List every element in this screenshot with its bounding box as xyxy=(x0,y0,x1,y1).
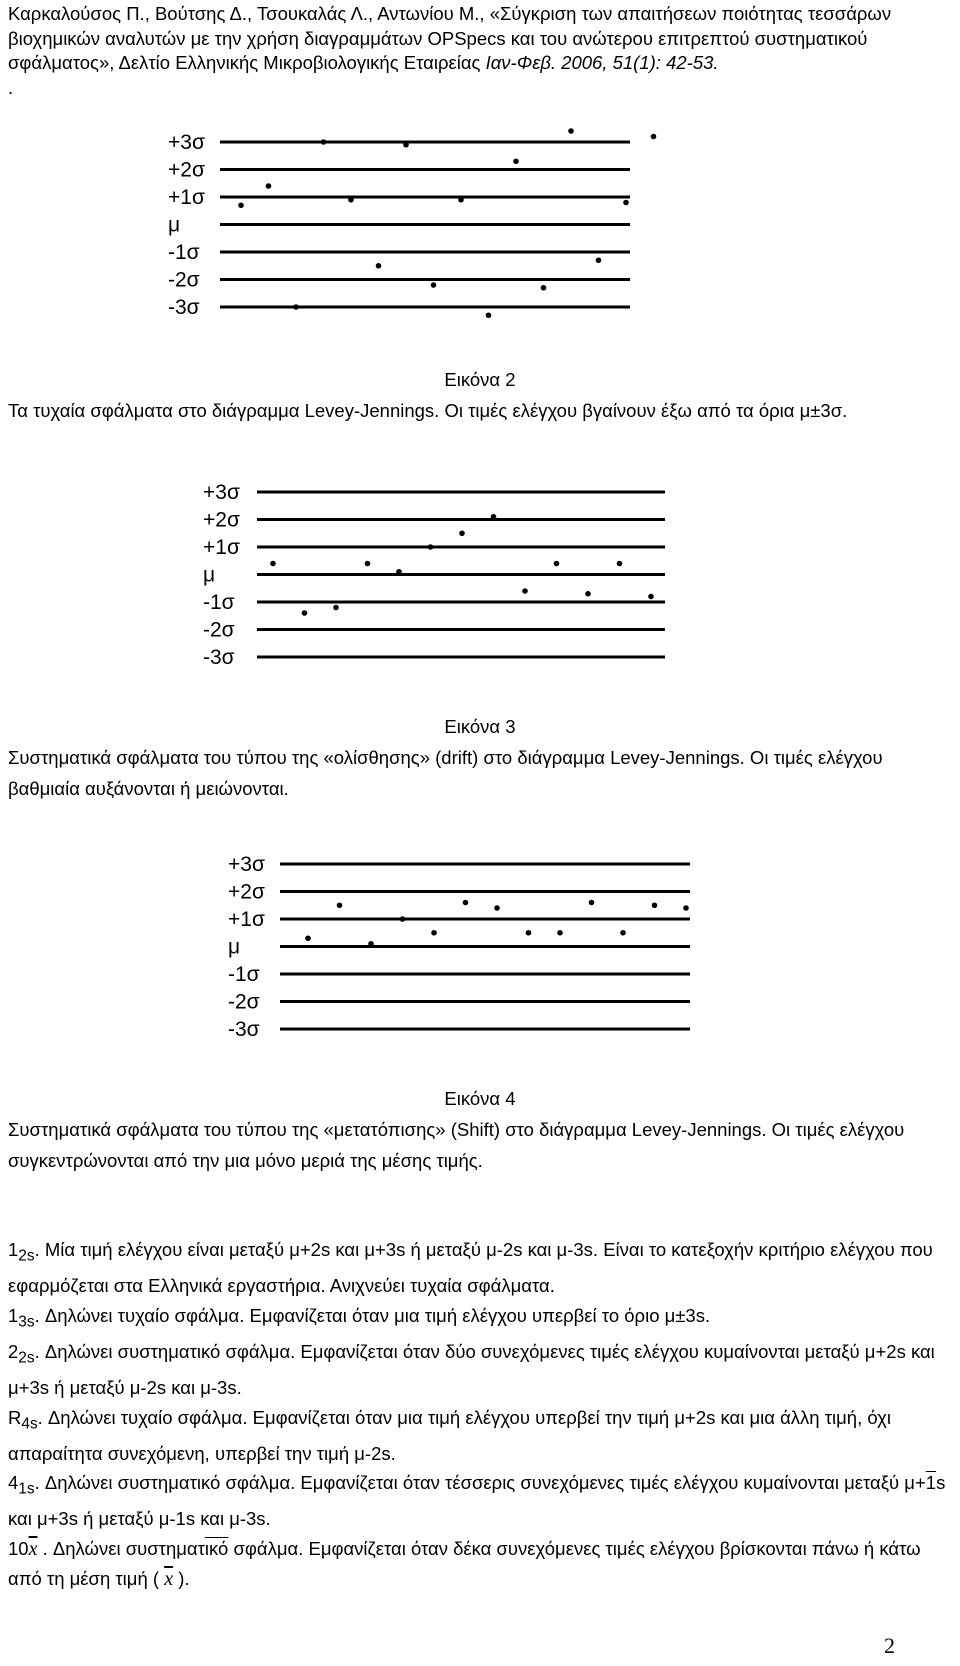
control-value-point xyxy=(333,605,339,611)
control-value-point xyxy=(458,197,464,203)
chart-shift-svg xyxy=(228,850,738,1050)
rule-text: . Δηλώνει τυχαίο σφάλμα. Εμφανίζεται όταν μια τιμή ελέγχου υπερβεί την τιμή μ+2s και μια άλλη τιμή, όχι απαραίτητα συνεχόμενη, υπερβεί την τιμή μ-2s. xyxy=(8,1406,891,1464)
control-value-point xyxy=(557,930,563,936)
control-value-point xyxy=(396,569,402,575)
levey-jennings-chart-shift xyxy=(228,850,738,1055)
y-tick-label: μ xyxy=(203,563,216,587)
control-value-point xyxy=(623,200,629,206)
rule-text-end: ). xyxy=(173,1568,190,1590)
control-value-point xyxy=(526,930,532,936)
control-value-point xyxy=(620,930,626,936)
control-value-point xyxy=(651,134,657,140)
y-tick-label: -2σ xyxy=(228,990,260,1014)
rule-symbol: R xyxy=(8,1406,22,1428)
rule-1-3s xyxy=(8,1301,953,1337)
control-value-point xyxy=(431,282,437,288)
rule-symbol: 1 xyxy=(8,1239,19,1260)
y-tick-label: +1σ xyxy=(168,186,205,209)
figure-3-title: Εικόνα 3 xyxy=(444,716,516,737)
y-tick-label: +3σ xyxy=(203,481,240,504)
figure-2-title: Εικόνα 2 xyxy=(444,369,516,390)
y-tick-label: -3σ xyxy=(168,296,200,319)
rule-text: . Δηλώνει συστηματικό σφάλμα. Εμφανίζεται όταν δύο συνεχόμενες τιμές ελέγχου κυμαίνονται μεταξύ μ+2s και μ+3s ή μεταξύ μ-2s και μ-3s. xyxy=(8,1340,935,1399)
figure-4-title: Εικόνα 4 xyxy=(444,1088,516,1109)
figure-3-caption xyxy=(8,742,953,804)
rule-symbol: 2 xyxy=(8,1340,19,1362)
rule-subscript: 2s xyxy=(18,1247,35,1265)
y-tick-label: -2σ xyxy=(168,268,200,292)
levey-jennings-chart-random xyxy=(168,128,678,343)
control-value-point xyxy=(541,285,547,291)
y-tick-label: -1σ xyxy=(168,241,200,264)
y-tick-label: -1σ xyxy=(203,591,235,614)
control-value-point xyxy=(400,916,406,922)
y-tick-label: +2σ xyxy=(168,158,205,182)
control-value-point xyxy=(494,905,500,911)
control-value-point xyxy=(463,900,469,906)
levey-jennings-chart-drift xyxy=(203,478,713,683)
rule-text-overlined: 1 xyxy=(925,1472,937,1494)
control-value-point xyxy=(266,183,272,189)
rule-2-2s xyxy=(8,1337,953,1403)
y-tick-label: μ xyxy=(168,213,181,237)
rule-symbol: 1 xyxy=(8,1304,19,1326)
control-value-point xyxy=(568,128,574,134)
stray-dot: . xyxy=(8,76,14,98)
rule-1-2s xyxy=(8,1235,953,1301)
control-value-point xyxy=(589,900,595,906)
control-value-point xyxy=(648,594,654,600)
rule-text: . Δηλώνει συστηματ xyxy=(37,1537,205,1559)
page-number: 2 xyxy=(884,1633,895,1658)
reference-paragraph xyxy=(8,2,953,100)
rule-symbol: 10 xyxy=(8,1537,29,1559)
control-value-point xyxy=(652,902,658,908)
x-bar-symbol: $\overline{x}$ xyxy=(164,1568,174,1591)
control-value-point xyxy=(403,142,409,148)
control-value-point xyxy=(513,158,519,164)
control-value-point xyxy=(428,544,434,550)
x-bar-symbol: $\overline{x}$ xyxy=(28,1537,38,1560)
y-tick-label: -1σ xyxy=(228,963,260,986)
rule-text-overlined: $\overline{\iota\kappa ό}$ xyxy=(204,1537,229,1559)
rule-subscript: 3s xyxy=(18,1313,35,1331)
control-value-point xyxy=(321,139,327,145)
y-tick-label: +2σ xyxy=(228,880,265,904)
control-value-point xyxy=(270,561,276,567)
reference-text: Καρκαλούσος Π., Βούτσης Δ., Τσουκαλάς Λ., Αντωνίου Μ., «Σύγκριση των απαιτήσεων ποιότητας τεσσάρων βιοχημικών αναλυτών με την χρήση διαγραμμάτων OPSpecs και του ανώτερου επιτρεπτού συστηματικού σφάλματος», Δελτίο Ελληνικής Μικροβιολογικής Εταιρείας xyxy=(8,3,892,73)
rule-4-1s xyxy=(8,1468,953,1534)
control-value-point xyxy=(368,941,374,947)
chart-random-svg xyxy=(168,128,678,338)
control-value-point xyxy=(459,530,465,536)
y-tick-label: +2σ xyxy=(203,508,240,532)
rule-subscript: 1s xyxy=(18,1480,35,1498)
control-value-point xyxy=(376,263,382,269)
rule-text: . Δηλώνει συστηματικό σφάλμα. Εμφανίζεται όταν τέσσερις συνεχόμενες τιμές ελέγχου κυμαίνονται μεταξύ μ+ xyxy=(34,1472,926,1494)
y-tick-label: +1σ xyxy=(228,908,265,931)
control-value-point xyxy=(337,902,343,908)
chart-drift-svg xyxy=(203,478,713,678)
y-tick-label: -3σ xyxy=(228,1018,260,1041)
control-value-point xyxy=(554,561,560,567)
control-value-point xyxy=(365,561,371,567)
control-value-point xyxy=(617,561,623,567)
rule-10-xbar xyxy=(8,1534,953,1595)
westgard-rules xyxy=(8,1235,953,1595)
control-value-point xyxy=(486,312,492,318)
y-tick-label: -3σ xyxy=(203,646,235,669)
y-tick-label: μ xyxy=(228,935,241,959)
rule-text: . Δηλώνει τυχαίο σφάλμα. Εμφανίζεται όταν μια τιμή ελέγχου υπερβεί το όριο μ±3s. xyxy=(34,1304,711,1326)
control-value-point xyxy=(683,905,689,911)
control-value-point xyxy=(585,591,591,597)
control-value-point xyxy=(522,588,528,594)
y-tick-label: +3σ xyxy=(228,853,265,876)
control-value-point xyxy=(302,610,308,616)
control-value-point xyxy=(348,197,354,203)
y-tick-label: +3σ xyxy=(168,131,205,154)
y-tick-label: -2σ xyxy=(203,618,235,642)
control-value-point xyxy=(293,304,299,310)
reference-journal-issue: Ιαν-Φεβ. 2006, 51(1): 42-53. xyxy=(485,52,719,73)
figure-2-caption: Τα τυχαία σφάλματα στο διάγραμμα Levey-Jennings. Οι τιμές ελέγχου βγαίνουν έξω από τα όρια μ±3σ. xyxy=(8,400,848,421)
control-value-point xyxy=(238,202,244,208)
rule-text-cont: s και μ+3s ή μεταξύ μ-1s και μ-3s. xyxy=(8,1472,946,1530)
rule-symbol: 4 xyxy=(8,1472,19,1494)
rule-subscript: 4s xyxy=(21,1415,38,1433)
control-value-point xyxy=(305,935,311,941)
control-value-point xyxy=(431,930,437,936)
figure-3-caption-text: Συστηματικά σφάλματα του τύπου της «ολίσθησης» (drift) στο διάγραμμα Levey-Jennings. Οι τιμές ελέγχου βαθμιαία αυξάνονται ή μειώνονται. xyxy=(8,747,883,799)
control-value-point xyxy=(596,257,602,263)
figure-4-caption: Συστηματικά σφάλματα του τύπου της «μετατόπισης» (Shift) στο διάγραμμα Levey-Jennings. Οι τιμές ελέγχου συγκεντρώνονται από την μια μόνο μεριά της μέσης τιμής. xyxy=(8,1119,905,1171)
y-tick-label: +1σ xyxy=(203,536,240,559)
rule-text-cont: σφάλμα. Εμφανίζεται όταν δέκα συνεχόμενες τιμές ελέγχου βρίσκονται πάνω ή κάτω από τη μέση τιμή ( xyxy=(8,1537,921,1590)
rule-r-4s xyxy=(8,1403,953,1469)
rule-subscript: 2s xyxy=(18,1349,35,1367)
rule-text: . Μία τιμή ελέγχου είναι μεταξύ μ+2s και μ+3s ή μεταξύ μ-2s και μ-3s. Είναι το κατεξοχήν κριτήριο ελέγχου που εφαρμόζεται στα Ελληνικά εργαστήρια. Ανιχνεύει τυχαία σφάλματα. xyxy=(8,1239,933,1297)
control-value-point xyxy=(491,514,497,520)
